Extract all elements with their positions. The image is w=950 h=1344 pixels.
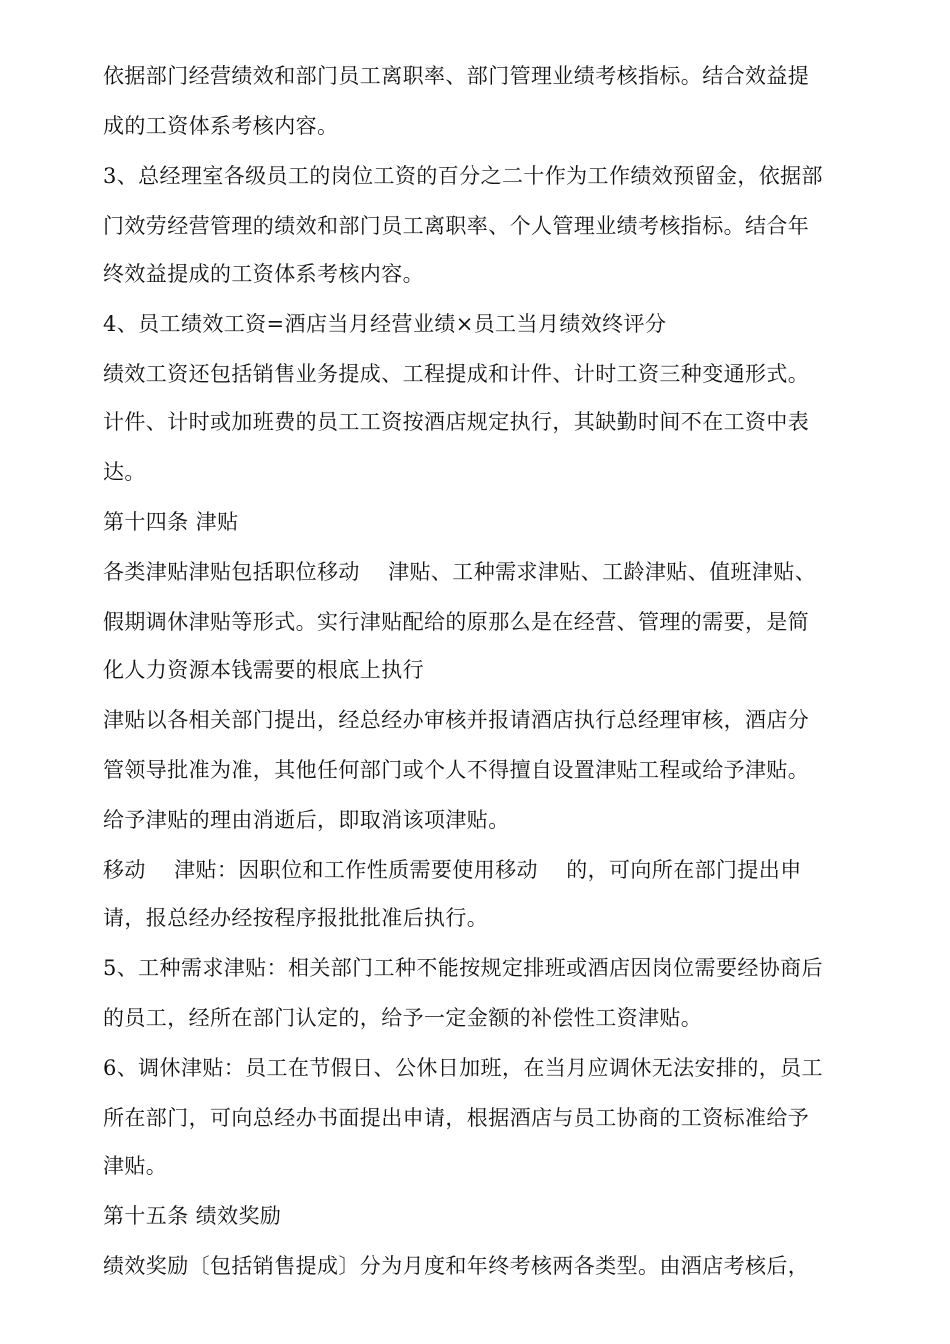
section-heading: 第十四条 津贴 <box>103 510 239 534</box>
text-line: 各类津贴津贴包括职位移动 津贴、工种需求津贴、工龄津贴、值班津贴、 <box>103 560 817 584</box>
section-heading: 第十五条 绩效奖励 <box>103 1204 282 1228</box>
text-line: 化人力资源本钱需要的根底上执行 <box>103 658 424 682</box>
text-line: 绩效工资还包括销售业务提成、工程提成和计件、计时工资三种变通形式。 <box>103 362 810 386</box>
text-line: 的员工，经所在部门认定的，给予一定金额的补偿性工资津贴。 <box>103 1006 703 1030</box>
text-line: 所在部门，可向总经办书面提出申请，根据酒店与员工协商的工资标准给予 <box>103 1106 810 1130</box>
text-line: 3、总经理室各级员工的岗位工资的百分之二十作为工作绩效预留金，依据部 <box>103 164 823 188</box>
text-line: 假期调休津贴等形式。实行津贴配给的原那么是在经营、管理的需要，是简 <box>103 610 810 634</box>
text-line: 6、调休津贴：员工在节假日、公休日加班，在当月应调休无法安排的，员工 <box>103 1056 823 1080</box>
text-line: 成的工资体系考核内容。 <box>103 114 339 138</box>
text-line: 津贴。 <box>103 1154 168 1178</box>
text-line: 依据部门经营绩效和部门员工离职率、部门管理业绩考核指标。结合效益提 <box>103 64 810 88</box>
text-line: 终效益提成的工资体系考核内容。 <box>103 262 424 286</box>
text-line: 津贴以各相关部门提出，经总经办审核并报请酒店执行总经理审核，酒店分 <box>103 708 810 732</box>
text-line: 管领导批准为准，其他任何部门或个人不得擅自设置津贴工程或给予津贴。 <box>103 758 810 782</box>
text-line: 请，报总经办经按程序报批批准后执行。 <box>103 906 489 930</box>
text-line: 计件、计时或加班费的员工工资按酒店规定执行，其缺勤时间不在工资中表 <box>103 410 810 434</box>
text-line: 给予津贴的理由消逝后，即取消该项津贴。 <box>103 808 510 832</box>
text-line: 门效劳经营管理的绩效和部门员工离职率、个人管理业绩考核指标。结合年 <box>103 214 810 238</box>
text-line: 达。 <box>103 460 146 484</box>
text-line: 移动 津贴：因职位和工作性质需要使用移动 的，可向所在部门提出申 <box>103 858 802 882</box>
text-line: 4、员工绩效工资=酒店当月经营业绩×员工当月绩效终评分 <box>103 312 667 336</box>
text-line: 5、工种需求津贴：相关部门工种不能按规定排班或酒店因岗位需要经协商后 <box>103 956 823 980</box>
text-line: 绩效奖励〔包括销售提成〕分为月度和年终考核两各类型。由酒店考核后， <box>103 1254 810 1278</box>
